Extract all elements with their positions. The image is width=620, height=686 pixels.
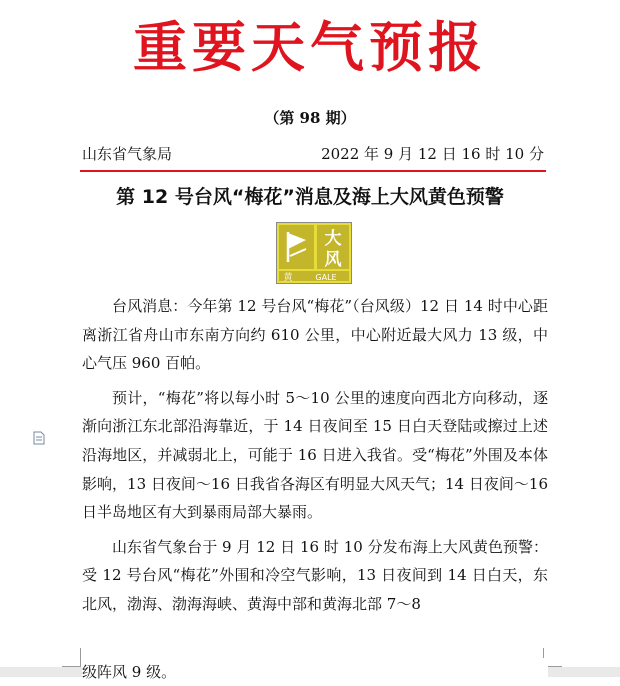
- document-body: [82, 292, 548, 625]
- red-divider: [80, 170, 546, 172]
- flag-panel: [279, 225, 314, 269]
- warning-char-bottom: 风: [324, 250, 342, 270]
- issue-datetime: 2022 年 9 月 12 日 16 时 10 分: [321, 145, 544, 163]
- paragraph-gale-warning: 山东省气象台于 9 月 12 日 16 时 10 分发布海上大风黄色预警：受 12 号台风“梅花”外围和冷空气影响，13 日夜间到 14 日白天，东北风，渤海、渤海海峡、黄海中部和黄海北部 7～8: [82, 537, 548, 613]
- paragraph-forecast: 预计，“梅花”将以每小时 5～10 公里的速度向西北方向移动，逐渐向浙江东北部沿海靠近，于 14 日夜间至 15 日白天登陆或擦过上述沿海地区，并减弱北上，可能于 16 日进入我省。受“梅花”外围及本体影响，13 日夜间～16 日我省各海区有明显大风天气；14 日夜间～16 日半岛地区有大到暴雨局部大暴雨。: [82, 388, 548, 522]
- warning-english-label: GALE: [315, 273, 337, 282]
- yellow-gale-warning-icon: [276, 222, 352, 284]
- issue-number: （第 98 期）: [264, 109, 356, 127]
- document-headline: 第 12 号台风“梅花”消息及海上大风黄色预警: [116, 186, 504, 208]
- warning-char-top: 大: [324, 229, 342, 249]
- warning-badge-graphic: [276, 222, 352, 284]
- warning-level-label: 黄: [283, 273, 293, 283]
- document-title: 重要天气预报: [133, 16, 487, 79]
- paragraph-typhoon-message: 台风消息：今年第 12 号台风“梅花”（台风级）12 日 14 时中心距离浙江省舟山市东南方向约 610 公里，中心附近最大风力 13 级，中心气压 960 百帕。: [82, 297, 548, 373]
- page-corner-mark-left: [62, 648, 81, 667]
- next-page-text: 级阵风 9 级。: [82, 658, 548, 686]
- issuing-agency: 山东省气象局: [82, 145, 173, 163]
- margin-note-icon[interactable]: [33, 430, 45, 444]
